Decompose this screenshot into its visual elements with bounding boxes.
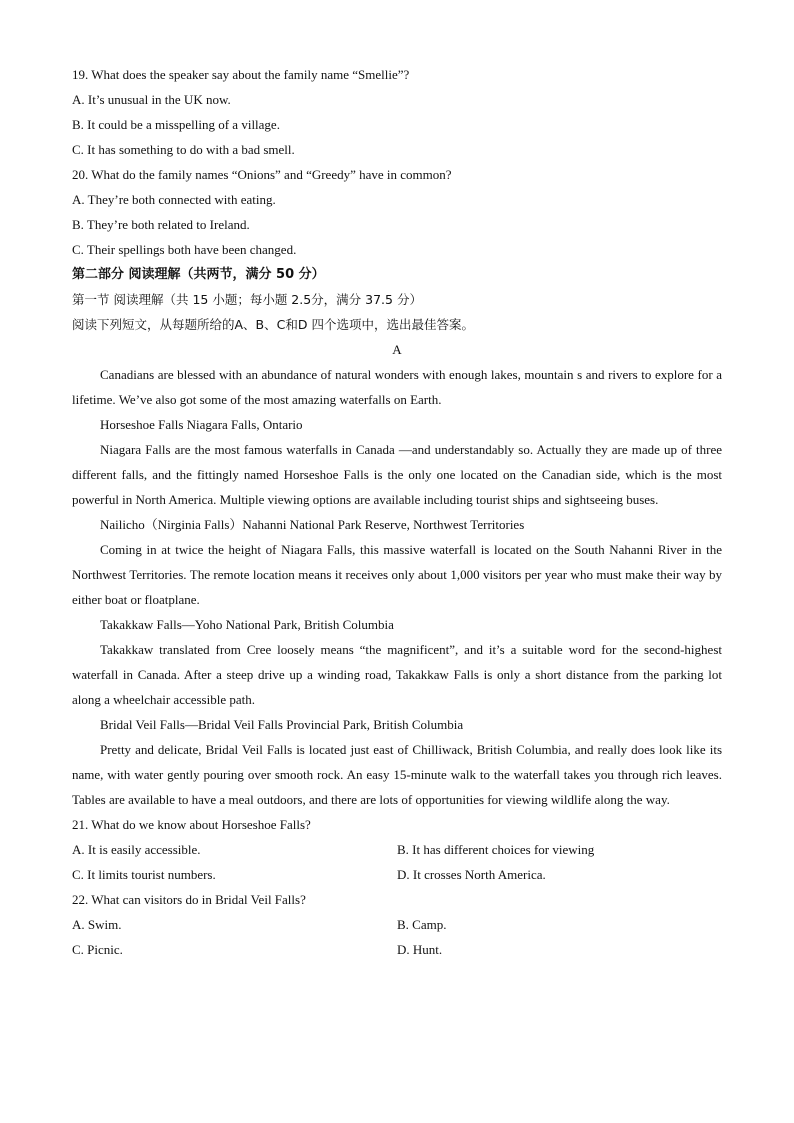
question-21-stem: 21. What do we know about Horseshoe Falls?: [72, 817, 311, 832]
question-19-stem: 19. What does the speaker say about the family name “Smellie”?: [72, 67, 410, 82]
question-22-options-row-2: [72, 937, 722, 962]
question-22-option-b: B. Camp.: [397, 917, 447, 932]
section-one-title: 第一节 阅读理解（共 15 小题；每小题 2.5分，满分 37.5 分）: [72, 292, 422, 307]
falls-text-bridal-veil: Pretty and delicate, Bridal Veil Falls is located just east of Chilliwack, British Columbia, and really does look like its name, with water gently pouring over smooth rock. An easy 15-minute walk to the waterfall takes you through rich leaves. Tables are available to have a meal outdoors, and there are lots of opportunities for viewing wildlife along the way.: [72, 742, 722, 807]
question-21-option-b: B. It has different choices for viewing: [397, 842, 595, 857]
falls-text-takakkaw: Takakkaw translated from Cree loosely means “the magnificent”, and it’s a suitable word for the second-highest waterfall in Canada. After a steep drive up a winding road, Takakkaw Falls is only a short distance from the parking lot along a wheelchair accessible path.: [72, 642, 722, 707]
question-22-stem: 22. What can visitors do in Bridal Veil Falls?: [72, 892, 306, 907]
question-19-option-b: B. It could be a misspelling of a village.: [72, 117, 280, 132]
falls-heading-bridal-veil: Bridal Veil Falls—Bridal Veil Falls Provincial Park, British Columbia: [100, 717, 464, 732]
falls-text-horseshoe: Niagara Falls are the most famous waterfalls in Canada —and understandably so. Actually they are made up of three different falls, and the fittingly named Horseshoe Falls is the only one located on the Canadian side, which is the most powerful in North America. Multiple viewing options are available including tourist ships and sightseeing buses.: [72, 442, 722, 507]
question-20-stem: 20. What do the family names “Onions” and “Greedy” have in common?: [72, 167, 452, 182]
question-20-option-a: A. They’re both connected with eating.: [72, 192, 276, 207]
passage-intro: Canadians are blessed with an abundance of natural wonders with enough lakes, mountain s and rivers to explore for a lifetime. We’ve also got some of the most amazing waterfalls on Earth.: [72, 367, 722, 407]
question-19-option-a: A. It’s unusual in the UK now.: [72, 92, 231, 107]
question-21-option-d: D. It crosses North America.: [397, 867, 546, 882]
question-21-option-c: C. It limits tourist numbers.: [72, 867, 216, 882]
question-21-options-row-1: [72, 837, 722, 862]
falls-heading-takakkaw: Takakkaw Falls—Yoho National Park, British Columbia: [100, 617, 394, 632]
question-21-options-row-2: [72, 862, 722, 887]
part-two-title: 第二部分 阅读理解（共两节，满分 50 分）: [72, 267, 325, 282]
question-20-option-c: C. Their spellings both have been changed.: [72, 242, 297, 257]
falls-heading-nailicho: Nailicho（Nirginia Falls）Nahanni National Park Reserve, Northwest Territories: [100, 517, 525, 532]
falls-text-nailicho: Coming in at twice the height of Niagara Falls, this massive waterfall is located on the South Nahanni River in the Northwest Territories. The remote location means it receives only about 1,000 visitors per year who must make their way by either boat or floatplane.: [72, 542, 722, 607]
question-21-option-a: A. It is easily accessible.: [72, 842, 201, 857]
question-20-option-b: B. They’re both related to Ireland.: [72, 217, 250, 232]
reading-instruction: 阅读下列短文，从每题所给的A、B、C和D 四个选项中，选出最佳答案。: [72, 317, 474, 332]
question-22-option-a: A. Swim.: [72, 917, 122, 932]
question-22-option-c: C. Picnic.: [72, 942, 123, 957]
question-19-option-c: C. It has something to do with a bad smell.: [72, 142, 295, 157]
question-22-options-row-1: [72, 912, 722, 937]
falls-heading-horseshoe: Horseshoe Falls Niagara Falls, Ontario: [100, 417, 303, 432]
exam-page: [72, 62, 722, 962]
question-22-option-d: D. Hunt.: [397, 942, 443, 957]
passage-label: A: [392, 342, 402, 357]
